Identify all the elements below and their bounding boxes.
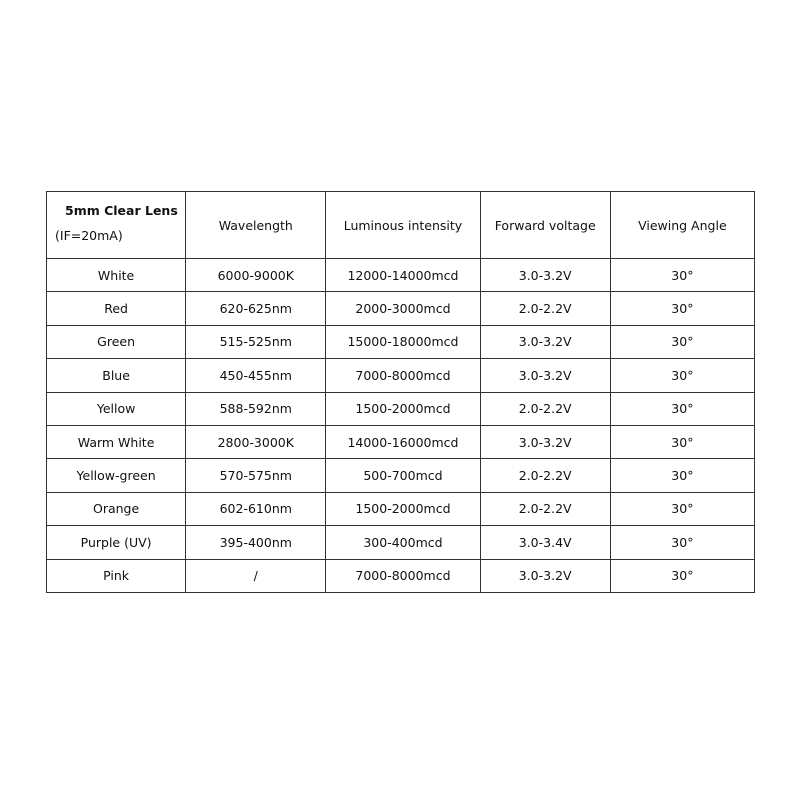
voltage-cell: 2.0-2.2V [480, 292, 610, 325]
corner-title: 5mm Clear Lens [65, 203, 178, 218]
color-cell: Red [47, 292, 186, 325]
wavelength-cell: 602-610nm [186, 492, 326, 525]
table-row [47, 559, 755, 592]
color-cell: Warm White [47, 425, 186, 458]
angle-cell: 30° [610, 492, 754, 525]
table-row [47, 259, 755, 292]
table-row [47, 325, 755, 358]
angle-cell: 30° [610, 325, 754, 358]
voltage-cell: 3.0-3.2V [480, 559, 610, 592]
angle-cell: 30° [610, 359, 754, 392]
voltage-cell: 3.0-3.2V [480, 259, 610, 292]
table-row [47, 359, 755, 392]
corner-subtitle: (IF=20mA) [55, 228, 123, 243]
header-row [47, 192, 755, 259]
angle-cell: 30° [610, 559, 754, 592]
luminous-cell: 300-400mcd [326, 526, 480, 559]
voltage-cell: 2.0-2.2V [480, 459, 610, 492]
luminous-cell: 1500-2000mcd [326, 492, 480, 525]
color-cell: Yellow-green [47, 459, 186, 492]
wavelength-cell: 395-400nm [186, 526, 326, 559]
corner-header-cell [47, 192, 186, 259]
voltage-cell: 3.0-3.2V [480, 325, 610, 358]
color-cell: Blue [47, 359, 186, 392]
color-cell: Green [47, 325, 186, 358]
voltage-cell: 3.0-3.2V [480, 359, 610, 392]
luminous-cell: 500-700mcd [326, 459, 480, 492]
color-cell: Pink [47, 559, 186, 592]
luminous-cell: 14000-16000mcd [326, 425, 480, 458]
table-row [47, 526, 755, 559]
wavelength-cell: 620-625nm [186, 292, 326, 325]
table-row [47, 492, 755, 525]
luminous-cell: 1500-2000mcd [326, 392, 480, 425]
wavelength-cell: / [186, 559, 326, 592]
led-spec-table [46, 191, 755, 593]
angle-cell: 30° [610, 425, 754, 458]
luminous-cell: 7000-8000mcd [326, 559, 480, 592]
angle-cell: 30° [610, 259, 754, 292]
header-viewing-angle: Viewing Angle [610, 192, 754, 259]
voltage-cell: 3.0-3.4V [480, 526, 610, 559]
color-cell: Orange [47, 492, 186, 525]
angle-cell: 30° [610, 459, 754, 492]
table-row [47, 292, 755, 325]
wavelength-cell: 6000-9000K [186, 259, 326, 292]
luminous-cell: 12000-14000mcd [326, 259, 480, 292]
table-row [47, 425, 755, 458]
angle-cell: 30° [610, 392, 754, 425]
table-row [47, 392, 755, 425]
wavelength-cell: 2800-3000K [186, 425, 326, 458]
voltage-cell: 2.0-2.2V [480, 492, 610, 525]
table-row [47, 459, 755, 492]
luminous-cell: 15000-18000mcd [326, 325, 480, 358]
color-cell: Purple (UV) [47, 526, 186, 559]
voltage-cell: 2.0-2.2V [480, 392, 610, 425]
color-cell: Yellow [47, 392, 186, 425]
wavelength-cell: 588-592nm [186, 392, 326, 425]
luminous-cell: 2000-3000mcd [326, 292, 480, 325]
luminous-cell: 7000-8000mcd [326, 359, 480, 392]
wavelength-cell: 515-525nm [186, 325, 326, 358]
voltage-cell: 3.0-3.2V [480, 425, 610, 458]
header-luminous-intensity: Luminous intensity [326, 192, 480, 259]
header-wavelength: Wavelength [186, 192, 326, 259]
angle-cell: 30° [610, 292, 754, 325]
color-cell: White [47, 259, 186, 292]
header-forward-voltage: Forward voltage [480, 192, 610, 259]
wavelength-cell: 450-455nm [186, 359, 326, 392]
angle-cell: 30° [610, 526, 754, 559]
wavelength-cell: 570-575nm [186, 459, 326, 492]
